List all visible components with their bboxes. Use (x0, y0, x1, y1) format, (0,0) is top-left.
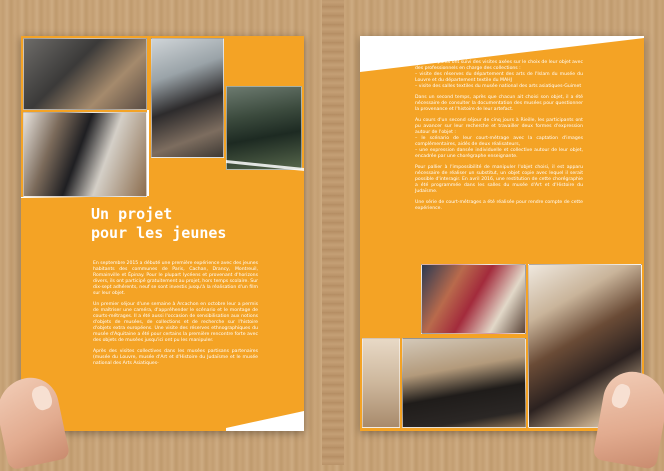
paragraph: – visite des salles textiles du musée national des arts asiatiques-Guimet (415, 84, 582, 89)
project-text (415, 60, 583, 217)
paragraph: Un premier séjour d'une semaine à Arcachon en octobre leur a permis de maîtriser une caméra, d'appréhender le scénario et le montage de courts-métrages. Il a été aussi l'occasion de sensibilisation aux notions d'objets de musées, de collections et de recherche sur l'histoire d'objets extra européens. Une visite des réserves ethnographiques du musée d'Aquitaine a été pour certains la première rencontre forte avec des objets de musées jusqu'ici ont pu les manipuler. (93, 302, 258, 343)
paragraph: – le scénario de leur court-métrage avec la captation d'images complémentaires, aidés de deux réalisateurs, (415, 136, 583, 147)
paragraph: les participants ont suivi des visites axées sur le choix de leur objet avec des professionnels en charge des collections : (415, 60, 583, 71)
white-accent-top (21, 36, 304, 206)
paragraph: En septembre 2015 a débuté une première expérience avec des jeunes habitants des communes de Paris, Cachan, Drancy, Montreuil, Romainville et Épinay. Pour le plupart lycéens et provenant d'horizons divers, ils ont participé gratuitement au projet, hors temps scolaire. Sur dix-sept adhérents, neuf se sont investis jusqu'à la réalisation d'un film sur leur objet. (93, 261, 258, 296)
paragraph: Une série de court-métrages a été réalisée pour rendre compte de cette expérience. (415, 200, 583, 211)
paragraph: Au cours d'un second séjour de cinq jours à Rieille, les participants ont pu avancer sur leur recherche et travailler deux formes d'expression autour de l'objet : (415, 118, 583, 135)
photo-notes-wall (362, 338, 400, 428)
paragraph: – une expression dansée individuelle et collective autour de leur objet, encadrée par une chorégraphe enseignante. (415, 148, 583, 159)
flyer-back-page (360, 36, 644, 431)
intro-text (93, 261, 258, 372)
paragraph: Dans un second temps, après que chacun ait choisi son objet, il a été nécessaire de consulter la documentation des musées pour questionner la provenance et l'histoire de leur artefact. (415, 95, 583, 112)
paragraph: Après des visites collectives dans les musées partisans partenaires (musée du Louvre, musée d'Art et d'Histoire du Judaïsme et le musée national des Arts Asiatiques- (93, 349, 258, 366)
wood-background (322, 0, 344, 465)
paragraph: Pour pallier à l'impossibilité de manipuler l'objet choisi, il est apparu nécessaire de réaliser un substitut, un objet copie avec lequel il serait possible d'interagir. En avril 2016, une restitution de cette chorégraphie a été programmée dans les salles du musée d'Art et d'Histoire du Judaïsme. (415, 165, 583, 194)
paragraph: – visite des réserves du département des arts de l'Islam du musée du Louvre et du département textile du MAHJ (415, 72, 583, 83)
page-title (91, 205, 226, 243)
flyer-front-page (21, 36, 304, 431)
photo-fabric-holding (402, 338, 526, 428)
title-line-1: Un projet (91, 205, 173, 223)
title-line-2: pour les jeunes (91, 224, 227, 242)
photo-dancer-red (421, 264, 526, 334)
